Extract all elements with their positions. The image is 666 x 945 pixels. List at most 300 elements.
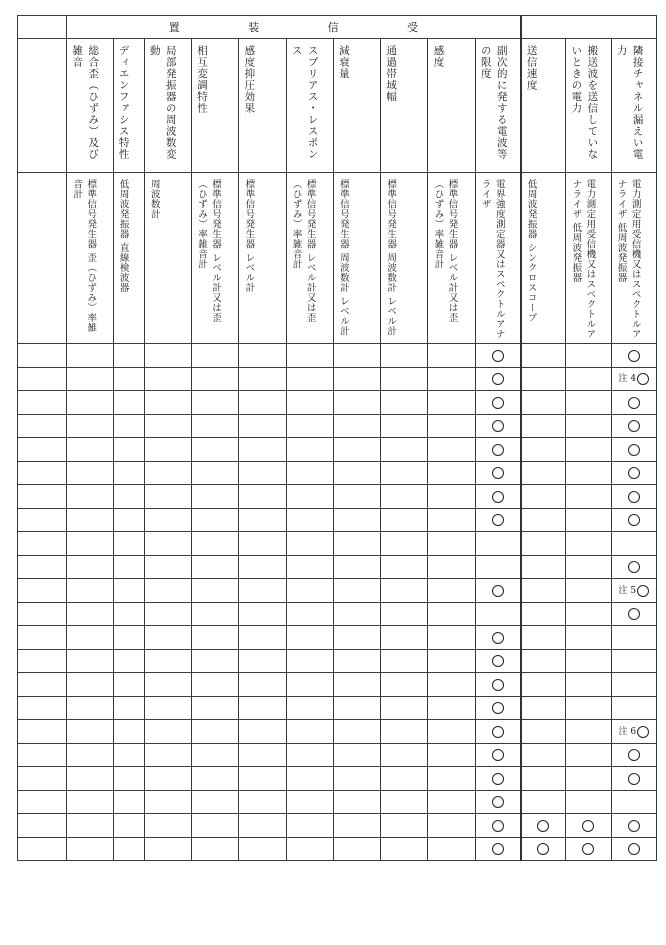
table-row — [18, 555, 657, 579]
table-cell — [239, 579, 286, 603]
row-spacer — [18, 743, 67, 767]
table-cell — [113, 649, 144, 673]
table-cell — [611, 508, 656, 532]
table-cell — [566, 767, 611, 791]
table-cell — [521, 743, 566, 767]
table-cell — [192, 743, 239, 767]
table-cell — [192, 414, 239, 438]
table-cell — [239, 414, 286, 438]
column-title: 通過帯域幅 — [385, 45, 398, 103]
table-cell — [475, 461, 520, 485]
table-cell — [521, 508, 566, 532]
table-cell — [286, 743, 333, 767]
table-cell — [286, 814, 333, 838]
table-cell — [475, 649, 520, 673]
column-title: 感度抑圧効果 — [243, 45, 256, 114]
table-cell — [521, 720, 566, 744]
row-spacer — [18, 344, 67, 368]
table-cell — [611, 814, 656, 838]
table-cell — [239, 649, 286, 673]
table-cell — [113, 555, 144, 579]
table-cell — [566, 649, 611, 673]
table-cell — [333, 814, 380, 838]
table-cell — [67, 344, 113, 368]
check-circle-mark — [628, 820, 640, 832]
table-row — [18, 837, 657, 861]
table-row — [18, 790, 657, 814]
table-row — [18, 508, 657, 532]
table-cell — [286, 391, 333, 415]
check-circle-mark — [628, 608, 640, 620]
check-circle-mark — [628, 420, 640, 432]
table-cell — [113, 485, 144, 509]
table-cell — [286, 367, 333, 391]
table-cell — [192, 649, 239, 673]
column-header-c6 — [286, 39, 333, 173]
table-cell — [239, 532, 286, 556]
equipment-cell-c2 — [113, 173, 144, 344]
check-circle-mark — [628, 350, 640, 362]
table-cell — [381, 438, 428, 462]
table-cell — [521, 602, 566, 626]
equipment-cell-c11 — [521, 173, 566, 344]
table-cell — [381, 696, 428, 720]
table-cell — [239, 720, 286, 744]
table-cell — [67, 673, 113, 697]
table-cell — [286, 837, 333, 861]
table-cell — [566, 555, 611, 579]
equipment-text: 標準信号発生器 レベル計又は歪（ひずみ）率雑音計 — [432, 179, 458, 323]
table-cell — [333, 602, 380, 626]
table-cell — [611, 438, 656, 462]
row-spacer — [18, 414, 67, 438]
table-cell — [333, 438, 380, 462]
table-cell — [67, 767, 113, 791]
table-cell — [239, 602, 286, 626]
table-cell — [381, 579, 428, 603]
table-cell — [521, 414, 566, 438]
table-cell — [333, 696, 380, 720]
column-header-c11 — [521, 39, 566, 173]
table-cell — [192, 391, 239, 415]
table-cell — [611, 837, 656, 861]
equipment-cell-c6 — [286, 173, 333, 344]
table-cell — [381, 602, 428, 626]
table-row — [18, 414, 657, 438]
table-cell — [239, 743, 286, 767]
table-cell — [333, 461, 380, 485]
table-cell — [144, 743, 191, 767]
receiver-group-header — [67, 16, 521, 39]
table-cell — [611, 414, 656, 438]
table-cell — [333, 649, 380, 673]
note-label: 注 4 — [618, 374, 637, 385]
table-cell — [611, 649, 656, 673]
check-circle-mark — [492, 632, 504, 644]
table-row — [18, 814, 657, 838]
table-cell — [428, 602, 475, 626]
column-header-c10 — [475, 39, 520, 173]
equipment-text: 電力測定用受信機又はスペクトルアナライザ 低周波発振器 — [570, 179, 596, 339]
table-cell — [67, 461, 113, 485]
row-spacer — [18, 720, 67, 744]
check-circle-mark — [628, 561, 640, 573]
receiver-group-char: 置 — [168, 21, 180, 34]
row-spacer — [18, 790, 67, 814]
check-circle-mark — [582, 843, 594, 855]
table-cell — [428, 461, 475, 485]
table-cell — [521, 696, 566, 720]
equipment-text: 低周波発振器 直線検波器 — [117, 179, 129, 293]
equipment-cell-c4 — [192, 173, 239, 344]
table-cell — [239, 391, 286, 415]
table-cell — [113, 814, 144, 838]
table-cell — [144, 649, 191, 673]
check-circle-mark — [492, 820, 504, 832]
check-circle-mark — [492, 843, 504, 855]
table-cell — [113, 367, 144, 391]
table-cell — [333, 532, 380, 556]
table-cell — [144, 837, 191, 861]
equipment-text: 標準信号発生器 周波数計 レベル計 — [337, 179, 349, 337]
table-cell — [239, 673, 286, 697]
equipment-text: 低周波発振器 シンクロスコープ — [525, 179, 537, 323]
table-cell — [192, 790, 239, 814]
table-cell — [428, 532, 475, 556]
table-cell — [475, 367, 520, 391]
table-cell — [428, 367, 475, 391]
row-spacer — [18, 579, 67, 603]
column-title: 総合歪（ひずみ）及び雑音 — [71, 45, 100, 160]
table-cell — [521, 767, 566, 791]
table-cell — [475, 414, 520, 438]
table-cell — [67, 720, 113, 744]
table-cell — [381, 649, 428, 673]
table-cell — [286, 532, 333, 556]
table-cell — [333, 579, 380, 603]
check-circle-mark — [492, 467, 504, 479]
row-spacer — [18, 508, 67, 532]
table-cell — [521, 438, 566, 462]
table-cell — [144, 485, 191, 509]
table-cell — [521, 579, 566, 603]
check-circle-mark — [492, 655, 504, 667]
check-circle-mark — [492, 444, 504, 456]
table-cell — [113, 673, 144, 697]
column-header-c8 — [381, 39, 428, 173]
equipment-text: 電力測定用受信機又はスペクトルアナライザ 低周波発振器 — [615, 179, 641, 339]
table-row — [18, 673, 657, 697]
check-circle-mark — [537, 843, 549, 855]
table-cell — [286, 344, 333, 368]
table-cell — [286, 696, 333, 720]
table-cell — [566, 790, 611, 814]
table-cell — [566, 602, 611, 626]
table-cell — [521, 790, 566, 814]
table-cell — [521, 673, 566, 697]
table-cell — [521, 649, 566, 673]
table-cell — [286, 626, 333, 650]
table-cell — [144, 344, 191, 368]
table-cell — [611, 344, 656, 368]
transmitter-group-header — [521, 16, 657, 39]
table-cell — [239, 696, 286, 720]
row-spacer — [18, 461, 67, 485]
table-cell — [192, 508, 239, 532]
table-cell — [239, 626, 286, 650]
table-cell — [381, 344, 428, 368]
equipment-row — [18, 173, 657, 344]
table-cell — [428, 391, 475, 415]
check-circle-mark — [492, 491, 504, 503]
table-cell — [144, 579, 191, 603]
table-cell — [67, 555, 113, 579]
row-spacer — [18, 438, 67, 462]
row-spacer — [18, 602, 67, 626]
table-cell — [611, 461, 656, 485]
table-cell — [192, 485, 239, 509]
table-cell — [286, 649, 333, 673]
check-circle-mark — [537, 820, 549, 832]
table-cell — [566, 743, 611, 767]
table-cell — [113, 508, 144, 532]
table-cell — [381, 532, 428, 556]
table-cell — [521, 461, 566, 485]
table-cell — [475, 767, 520, 791]
table-cell — [286, 579, 333, 603]
table-cell — [428, 414, 475, 438]
table-cell — [475, 790, 520, 814]
table-cell — [67, 696, 113, 720]
table-row — [18, 743, 657, 767]
table-cell — [144, 508, 191, 532]
table-cell — [333, 720, 380, 744]
table-body — [18, 16, 657, 861]
table-row — [18, 391, 657, 415]
table-cell — [521, 814, 566, 838]
table-cell — [239, 508, 286, 532]
check-circle-mark — [628, 467, 640, 479]
table-cell — [286, 720, 333, 744]
table-row — [18, 367, 657, 391]
equipment-text: 標準信号発生器 レベル計 — [243, 179, 255, 293]
table-cell — [566, 391, 611, 415]
table-cell — [475, 673, 520, 697]
table-cell — [333, 367, 380, 391]
check-circle-mark — [492, 514, 504, 526]
column-title: 副次的に発する電波等の限度 — [479, 45, 508, 160]
check-circle-mark — [492, 726, 504, 738]
table-cell — [566, 508, 611, 532]
table-cell — [475, 602, 520, 626]
check-circle-mark — [637, 585, 649, 597]
table-cell — [566, 720, 611, 744]
table-cell — [428, 814, 475, 838]
table-cell — [67, 602, 113, 626]
table-cell — [521, 837, 566, 861]
table-cell — [381, 743, 428, 767]
table-cell — [333, 673, 380, 697]
table-cell — [144, 555, 191, 579]
table-row — [18, 767, 657, 791]
receiver-group-char: 信 — [327, 21, 339, 34]
equipment-text: 標準信号発生器 歪（ひずみ）率雑音計 — [71, 179, 97, 333]
table-cell — [144, 532, 191, 556]
table-cell — [381, 790, 428, 814]
table-cell — [192, 673, 239, 697]
table-cell — [144, 696, 191, 720]
group-header-row — [18, 16, 657, 39]
table-cell — [475, 626, 520, 650]
table-cell — [566, 814, 611, 838]
table-cell — [67, 837, 113, 861]
row-spacer — [18, 485, 67, 509]
check-circle-mark — [492, 585, 504, 597]
table-cell — [521, 485, 566, 509]
equipment-cell-c13 — [611, 173, 656, 344]
table-cell — [428, 555, 475, 579]
equipment-text: 標準信号発生器 レベル計又は歪（ひずみ）率雑音計 — [290, 179, 316, 323]
table-cell — [67, 626, 113, 650]
table-cell — [381, 391, 428, 415]
table-cell — [67, 367, 113, 391]
table-cell — [475, 438, 520, 462]
table-cell — [67, 649, 113, 673]
table-cell — [144, 790, 191, 814]
table-row — [18, 461, 657, 485]
table-cell — [67, 485, 113, 509]
table-cell — [333, 767, 380, 791]
table-cell — [381, 414, 428, 438]
table-cell — [566, 367, 611, 391]
check-circle-mark — [492, 350, 504, 362]
table-cell — [475, 814, 520, 838]
table-cell — [333, 837, 380, 861]
table-cell — [381, 837, 428, 861]
column-header-c1 — [67, 39, 113, 173]
row-spacer — [18, 555, 67, 579]
table-cell — [611, 696, 656, 720]
table-cell — [475, 344, 520, 368]
table-cell — [113, 461, 144, 485]
row-spacer — [18, 767, 67, 791]
table-cell — [192, 438, 239, 462]
table-cell — [192, 602, 239, 626]
table-row — [18, 602, 657, 626]
table-cell — [333, 485, 380, 509]
table-cell — [428, 649, 475, 673]
table-cell — [333, 414, 380, 438]
check-circle-mark — [582, 820, 594, 832]
equipment-cell-c9 — [428, 173, 475, 344]
table-cell — [286, 461, 333, 485]
table-cell — [113, 626, 144, 650]
table-cell — [428, 508, 475, 532]
table-cell — [113, 438, 144, 462]
table-cell — [475, 391, 520, 415]
check-circle-mark — [628, 773, 640, 785]
table-cell — [239, 790, 286, 814]
table-cell — [475, 720, 520, 744]
equipment-text: 周波数計 — [148, 179, 160, 219]
table-cell — [521, 555, 566, 579]
table-cell — [144, 720, 191, 744]
table-cell — [67, 391, 113, 415]
table-cell — [381, 508, 428, 532]
table-cell — [381, 814, 428, 838]
table-cell — [286, 555, 333, 579]
table-cell — [566, 414, 611, 438]
row-spacer — [18, 814, 67, 838]
check-circle-mark — [628, 514, 640, 526]
column-header-c4 — [192, 39, 239, 173]
column-header-c7 — [333, 39, 380, 173]
table-cell — [113, 391, 144, 415]
check-circle-mark — [492, 397, 504, 409]
table-cell — [239, 438, 286, 462]
row-spacer — [18, 837, 67, 861]
table-cell — [521, 367, 566, 391]
table-cell — [611, 673, 656, 697]
column-header-c9 — [428, 39, 475, 173]
table-cell — [611, 391, 656, 415]
check-circle-mark — [628, 444, 640, 456]
table-cell — [67, 414, 113, 438]
table-cell — [144, 673, 191, 697]
table-cell — [381, 485, 428, 509]
check-circle-mark — [492, 796, 504, 808]
table-cell — [475, 532, 520, 556]
equipment-cell-c8 — [381, 173, 428, 344]
table-cell — [239, 767, 286, 791]
check-circle-mark — [637, 373, 649, 385]
column-title: スプリアス・レスポンス — [290, 45, 319, 160]
table-cell — [239, 485, 286, 509]
equipment-spacer — [18, 173, 67, 344]
table-cell — [475, 485, 520, 509]
receiver-group-char: 装 — [248, 21, 260, 34]
table-cell — [428, 696, 475, 720]
row-spacer — [18, 391, 67, 415]
table-cell — [428, 673, 475, 697]
table-cell — [566, 461, 611, 485]
table-cell — [333, 790, 380, 814]
table-cell — [611, 790, 656, 814]
table-cell — [113, 790, 144, 814]
table-cell — [192, 344, 239, 368]
table-cell — [475, 696, 520, 720]
table-cell — [192, 367, 239, 391]
table-cell — [428, 767, 475, 791]
check-circle-mark — [628, 749, 640, 761]
equipment-cell-c12 — [566, 173, 611, 344]
table-cell — [286, 508, 333, 532]
table-cell — [286, 673, 333, 697]
table-cell — [475, 743, 520, 767]
table-cell — [428, 579, 475, 603]
table-cell — [113, 743, 144, 767]
table-cell — [333, 743, 380, 767]
note-label: 注 6 — [618, 726, 637, 737]
table-row — [18, 696, 657, 720]
table-cell — [286, 790, 333, 814]
table-cell — [381, 673, 428, 697]
table-cell — [611, 767, 656, 791]
column-title-row — [18, 39, 657, 173]
table-cell — [113, 532, 144, 556]
table-cell — [67, 743, 113, 767]
note-label: 注 5 — [618, 585, 637, 596]
